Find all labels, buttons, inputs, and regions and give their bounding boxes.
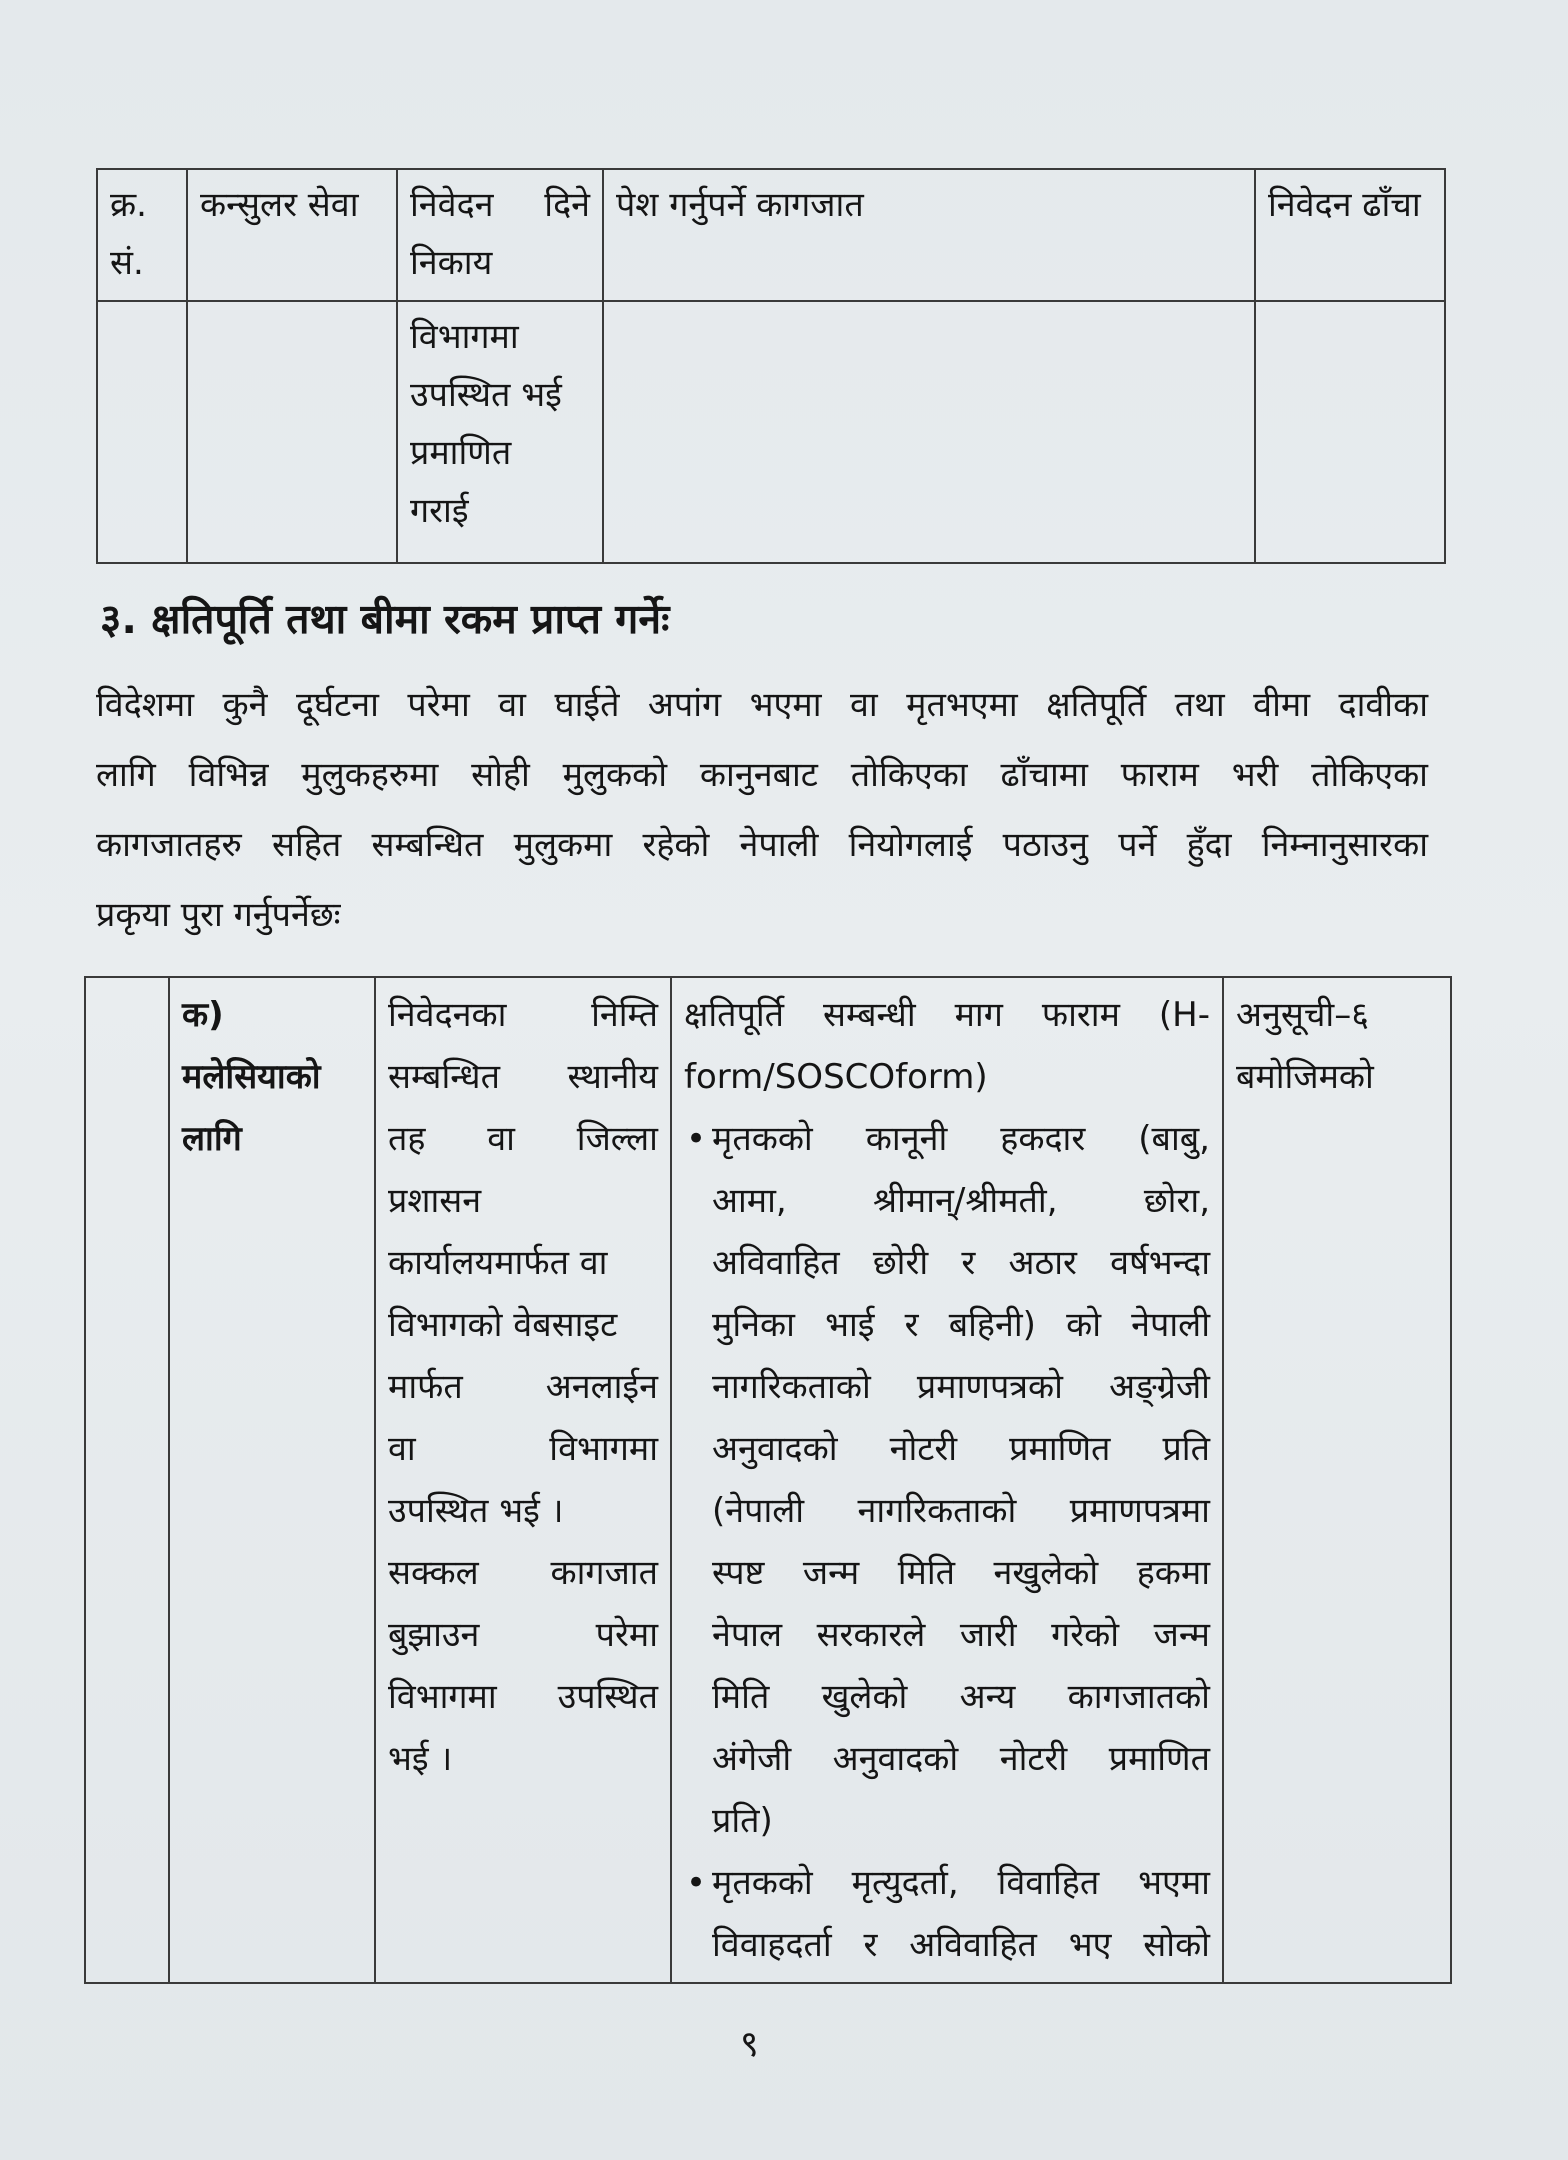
cell-line: गराई <box>410 491 469 531</box>
header-sn: क्र. सं. <box>97 169 187 301</box>
cell-line: मिति खुलेको अन्य कागजातको <box>712 1677 1210 1717</box>
cell-format <box>1223 977 1451 1983</box>
paragraph-line: प्रकृया पुरा गर्नुपर्नेछः <box>96 895 341 935</box>
header-documents: पेश गर्नुपर्ने कागजात <box>603 169 1255 301</box>
cell-line: प्रशासन <box>388 1181 482 1221</box>
cell-line: उपस्थित भई । <box>388 1491 564 1531</box>
cell-line: अविवाहित छोरी र अठार वर्षभन्दा <box>712 1243 1210 1283</box>
cell-service <box>187 301 397 563</box>
header-service: कन्सुलर सेवा <box>187 169 397 301</box>
table-row-malaysia <box>85 977 1451 1983</box>
bullet-icon: • <box>686 1863 707 1903</box>
cell-body <box>397 301 603 563</box>
cell-body <box>375 977 671 1983</box>
cell-line: उपस्थित भई <box>410 375 562 415</box>
page-number: ९ <box>740 2024 759 2065</box>
cell-line: आमा, श्रीमान्/श्रीमती, छोरा, <box>712 1181 1210 1221</box>
cell-line: (नेपाली नागरिकताको प्रमाणपत्रमा <box>712 1491 1210 1531</box>
document-bullet-item <box>684 1852 1210 1976</box>
table-header-row <box>97 169 1445 301</box>
document-bullet-item <box>684 1108 1210 1852</box>
cell-line: बमोजिमको <box>1236 1057 1374 1097</box>
cell-line: अनुवादको नोटरी प्रमाणित प्रति <box>712 1429 1210 1469</box>
cell-line: निवेदनका निम्ति <box>388 995 658 1035</box>
cell-line: form/SOSCOform) <box>684 1057 988 1097</box>
cell-line: विवाहदर्ता र अविवाहित भए सोको <box>712 1925 1210 1965</box>
cell-line: नेपाल सरकारले जारी गरेको जन्म <box>712 1615 1210 1655</box>
cell-format <box>1255 301 1445 563</box>
cell-line: क्षतिपूर्ति सम्बन्धी माग फाराम (H- <box>684 995 1210 1035</box>
cell-line: मलेसियाको <box>182 1057 321 1097</box>
cell-line: विभागमा <box>410 317 519 357</box>
cell-line: बुझाउन परेमा <box>388 1615 658 1655</box>
cell-line: नागरिकताको प्रमाणपत्रको अङ्ग्रेजी <box>712 1367 1210 1407</box>
section-heading: ३. क्षतिपूर्ति तथा बीमा रकम प्राप्त गर्नेः <box>100 595 670 643</box>
paragraph-line: लागि विभिन्न मुलुकहरुमा सोही मुलुकको कानुनबाट तोकिएका ढाँचामा फाराम भरी तोकिएका <box>96 755 1428 795</box>
cell-line: मृतकको कानूनी हकदार (बाबु, <box>712 1119 1210 1159</box>
consular-services-table-top <box>96 168 1446 564</box>
paragraph-line: कागजातहरु सहित सम्बन्धित मुलुकमा रहेको नेपाली नियोगलाई पठाउनु पर्ने हुँदा निम्नानुसारका <box>96 825 1428 865</box>
cell-line: प्रति) <box>712 1801 773 1841</box>
cell-documents <box>671 977 1223 1983</box>
cell-line: प्रमाणित <box>410 433 512 473</box>
cell-sn <box>97 301 187 563</box>
cell-line: तह वा जिल्ला <box>388 1119 658 1159</box>
cell-line: सक्कल कागजात <box>388 1553 658 1593</box>
header-format: निवेदन ढाँचा <box>1255 169 1445 301</box>
bullet-icon: • <box>686 1119 707 1159</box>
cell-line: मृतकको मृत्युदर्ता, विवाहित भएमा <box>712 1863 1210 1903</box>
cell-line: मार्फत अनलाईन <box>388 1367 658 1407</box>
cell-line: सम्बन्धित स्थानीय <box>388 1057 658 1097</box>
table-row <box>97 301 1445 563</box>
cell-line: विभागमा उपस्थित <box>388 1677 658 1717</box>
section-paragraph <box>96 670 1428 950</box>
paragraph-line: विदेशमा कुनै दूर्घटना परेमा वा घाईते अपांग भएमा वा मृतभएमा क्षतिपूर्ति तथा वीमा दावीका <box>96 685 1428 725</box>
cell-line: वा विभागमा <box>388 1429 658 1469</box>
cell-line: लागि <box>182 1119 242 1159</box>
consular-services-table-bottom <box>84 976 1452 1984</box>
cell-documents <box>603 301 1255 563</box>
header-body: निवेदन दिने निकाय <box>397 169 603 301</box>
cell-line: भई । <box>388 1739 453 1779</box>
cell-service <box>169 977 375 1983</box>
cell-line: स्पष्ट जन्म मिति नखुलेको हकमा <box>712 1553 1210 1593</box>
cell-line: मुनिका भाई र बहिनी) को नेपाली <box>712 1305 1210 1345</box>
cell-line: कार्यालयमार्फत वा <box>388 1243 608 1283</box>
cell-line: विभागको वेबसाइट <box>388 1305 618 1345</box>
cell-line: क) <box>182 995 224 1035</box>
cell-line: अंगेजी अनुवादको नोटरी प्रमाणित <box>712 1739 1210 1779</box>
cell-line: अनुसूची–६ <box>1236 995 1369 1035</box>
cell-sn <box>85 977 169 1983</box>
